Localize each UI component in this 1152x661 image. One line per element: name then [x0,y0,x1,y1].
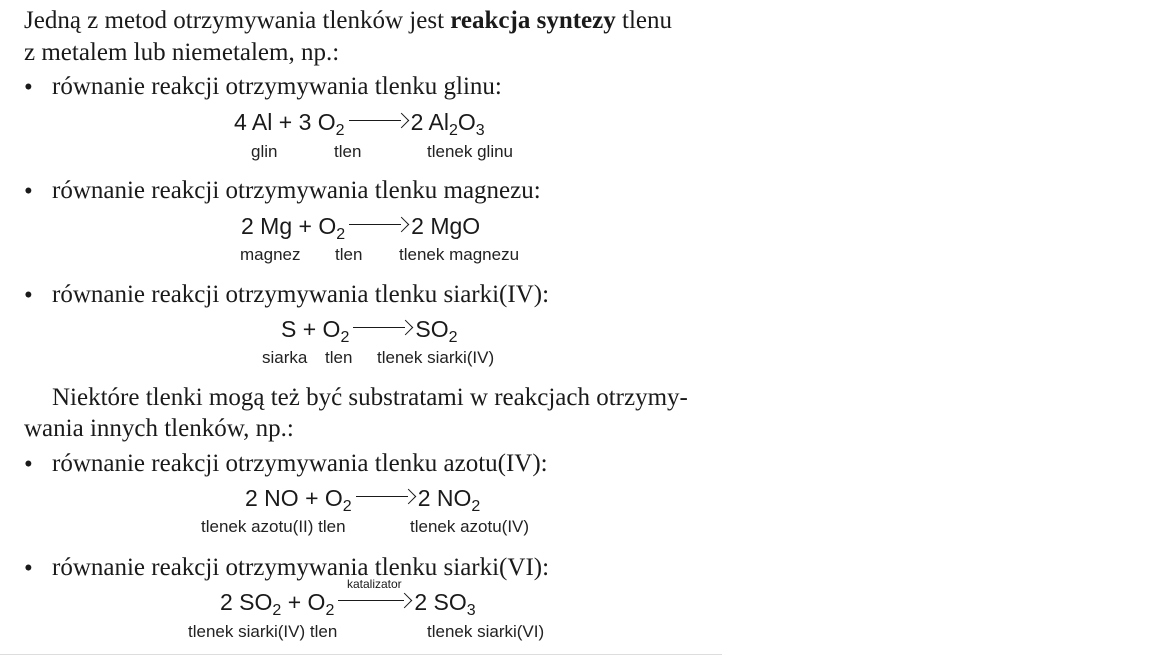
label-siarka: siarka [262,348,308,367]
intro-text-end: tlenu [615,7,672,34]
reaction-heading-sulfur-iv: równanie reakcji otrzymywania tlenku siarki(IV): [52,281,550,308]
catalyzed-reaction-arrow [338,577,410,608]
middle-line-2: wania innych tlenków, np.: [24,415,294,442]
equation-sulfur-vi: 2 $SO_2 + O_2$ katalizator 2 $SO_3$ [220,577,476,619]
label-tlenek-siarki-iv-tlen: tlenek siarki(IV) tlen [188,622,338,641]
intro-line-1 [24,8,672,33]
reaction-arrow [349,218,407,232]
label-tlenek-magnezu: tlenek magnezu [399,245,520,264]
equation-nitrogen-iv: 2 NO + $O_2$ 2 $NO_2$ [245,485,481,515]
bullet: • [24,282,33,309]
reaction-heading-aluminium: równanie reakcji otrzymywania tlenku glinu: [52,73,502,100]
bullet: • [24,178,33,205]
intro-bold-term: reakcja syntezy [450,7,616,34]
equation-aluminium: 4 Al + 3 $O_2$ 2 $Al_2O_3$ [234,109,485,139]
reaction-heading-nitrogen-iv: równanie reakcji otrzymywania tlenku azotu(IV): [52,450,548,477]
label-tlenek-azotu-ii-tlen: tlenek azotu(II) tlen [201,517,346,536]
bullet: • [24,451,33,478]
reaction-heading-sulfur-vi: równanie reakcji otrzymywania tlenku siarki(VI): [52,554,550,581]
label-tlen: tlen [335,245,363,264]
label-tlenek-azotu-iv: tlenek azotu(IV) [410,517,530,536]
reaction-arrow [353,321,411,335]
equation-sulfur-iv: $S + O_2$ $SO_2$ [281,316,458,346]
intro-text: Jedną z metod otrzymywania tlenków jest [24,7,451,34]
catalyst-label: katalizator [346,577,402,591]
label-tlen: tlen [334,142,362,161]
label-tlenek-siarki-iv: tlenek siarki(IV) [377,348,495,367]
label-glin: glin [251,142,278,161]
reaction-arrow [349,114,407,128]
label-magnez: magnez [240,245,301,264]
page-edge-divider [0,654,722,655]
reaction-arrow [356,490,414,504]
label-tlenek-siarki-vi: tlenek siarki(VI) [427,622,545,641]
bullet: • [24,74,33,101]
middle-line-1: Niektóre tlenki mogą też być substratami w reakcjach otrzymy- [52,384,688,411]
intro-line-2: z metalem lub niemetalem, np.: [24,39,340,66]
reaction-heading-magnesium: równanie reakcji otrzymywania tlenku magnezu: [52,177,541,204]
label-tlen: tlen [325,348,353,367]
equation-magnesium: 2 $Mg + O_2$ 2 MgO [241,213,481,243]
bullet: • [24,555,33,582]
label-tlenek-glinu: tlenek glinu [427,142,514,161]
